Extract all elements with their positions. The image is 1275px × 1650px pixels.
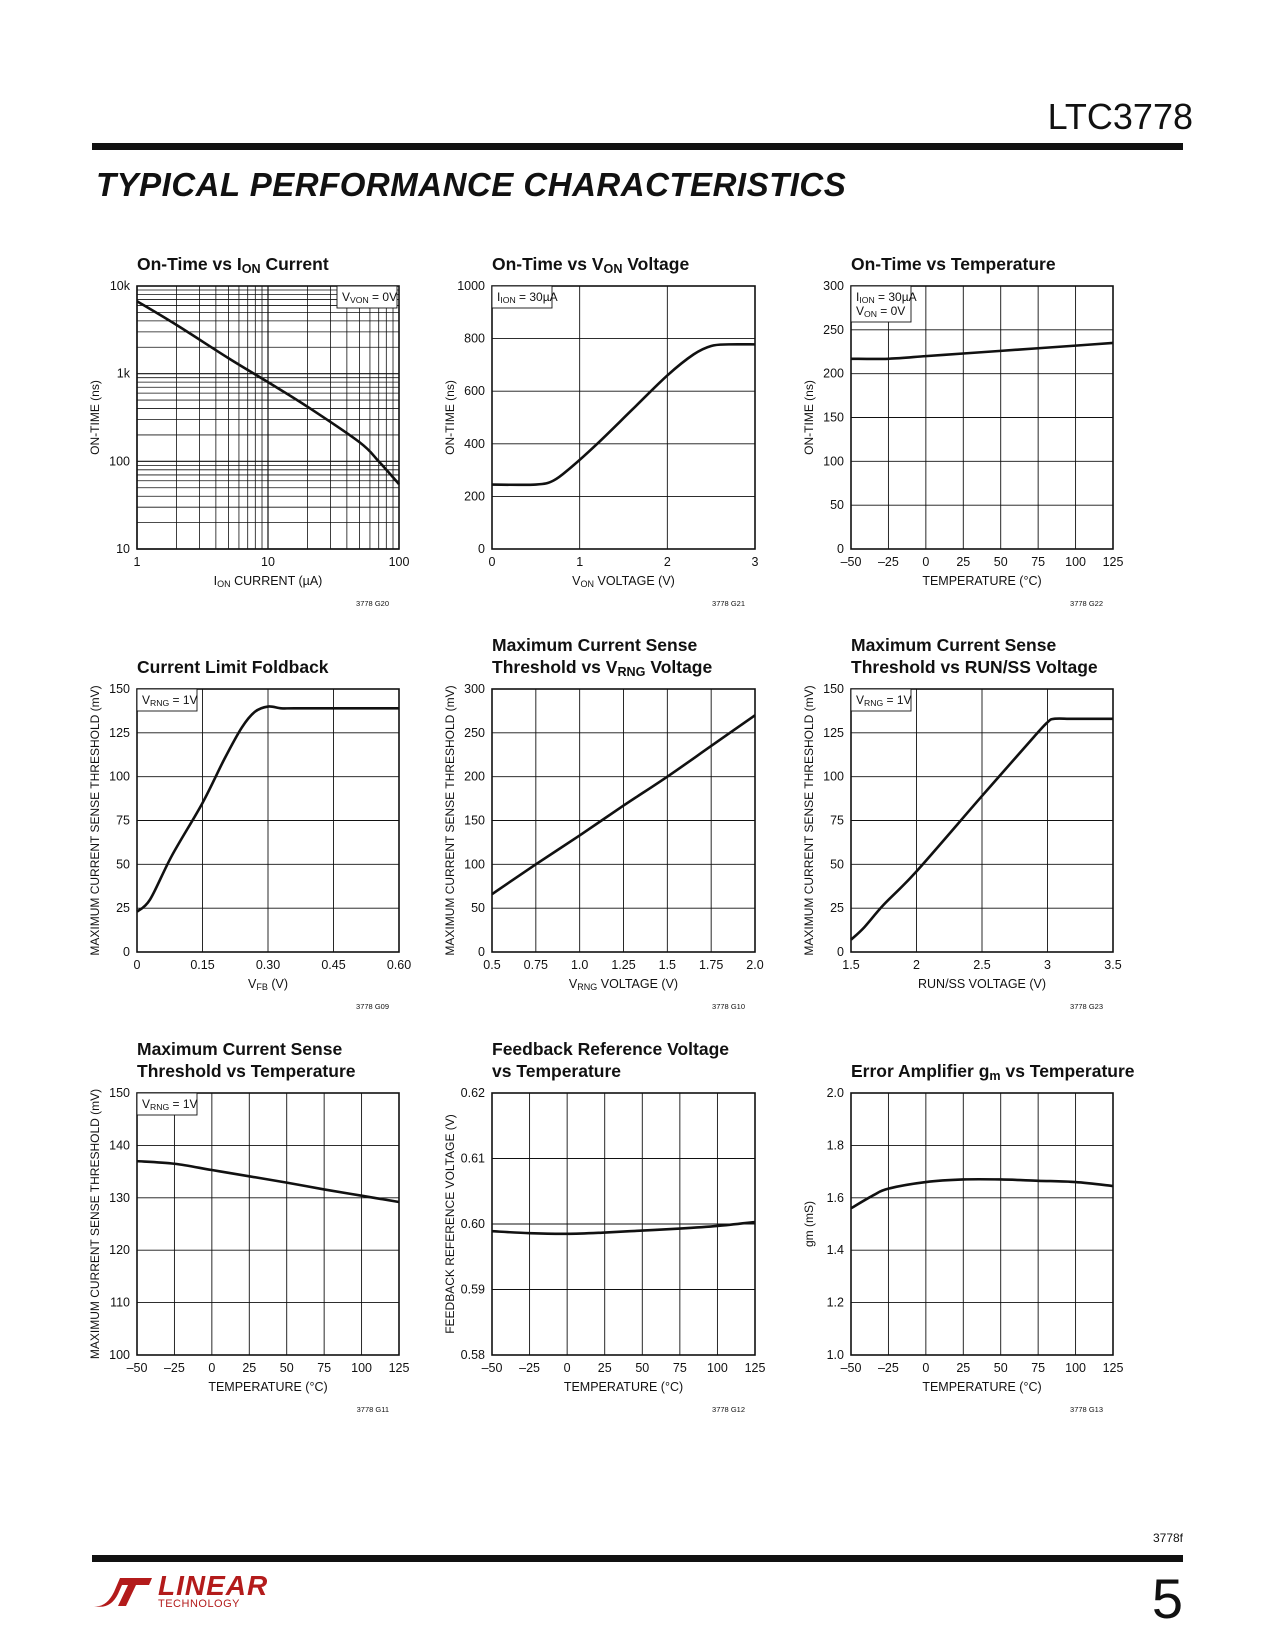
x-tick-label: 0 bbox=[922, 1361, 930, 1375]
data-series-line bbox=[492, 344, 755, 485]
y-tick-label: 200 bbox=[464, 489, 485, 504]
x-tick-label: 0 bbox=[133, 958, 141, 972]
y-tick-label: 130 bbox=[109, 1190, 130, 1205]
annotation-text: VON = 0V bbox=[856, 304, 906, 320]
y-tick-label: 125 bbox=[823, 725, 844, 740]
logo-subtext: TECHNOLOGY bbox=[158, 1598, 241, 1610]
x-tick-label: 0.15 bbox=[190, 958, 215, 972]
y-tick-label: 800 bbox=[464, 331, 485, 346]
chart-title: Maximum Current Sense bbox=[137, 1039, 343, 1059]
y-tick-label: 50 bbox=[830, 498, 844, 513]
y-tick-label: 150 bbox=[109, 682, 130, 696]
y-axis-label: ON-TIME (ns) bbox=[802, 380, 816, 455]
footer-rule bbox=[92, 1555, 1183, 1562]
chart-title: On-Time vs Temperature bbox=[851, 254, 1056, 274]
data-series-line bbox=[137, 1161, 399, 1202]
x-tick-label: –25 bbox=[877, 1361, 899, 1375]
x-tick-label: 0.45 bbox=[321, 958, 346, 972]
y-tick-label: 0 bbox=[123, 945, 130, 959]
chart-title: On-Time vs ION Current bbox=[137, 254, 329, 277]
y-tick-label: 1.0 bbox=[826, 1348, 844, 1362]
x-axis-label: ION CURRENT (µA) bbox=[213, 574, 323, 590]
y-tick-label: 25 bbox=[116, 901, 130, 916]
y-tick-label: 140 bbox=[109, 1138, 130, 1153]
chart-title: Feedback Reference Voltage bbox=[492, 1039, 729, 1059]
figure-code: 3778 G23 bbox=[1070, 1002, 1103, 1011]
figure-code: 3778 G10 bbox=[712, 1002, 745, 1011]
y-tick-label: 10k bbox=[109, 279, 130, 293]
doc-code: 3778f bbox=[1152, 1531, 1183, 1545]
part-number: LTC3778 bbox=[1047, 96, 1193, 137]
chart-title: Error Amplifier gm vs Temperature bbox=[851, 1061, 1135, 1084]
x-tick-label: 100 bbox=[388, 555, 410, 569]
chart-title: On-Time vs VON Voltage bbox=[492, 254, 690, 277]
chart-g10 bbox=[443, 635, 764, 1011]
x-axis-label: TEMPERATURE (°C) bbox=[922, 574, 1042, 588]
y-tick-label: 300 bbox=[823, 279, 844, 293]
annotation-text: VVON = 0V bbox=[342, 290, 398, 306]
chart-title: Maximum Current Sense bbox=[851, 635, 1057, 655]
x-tick-label: 3 bbox=[1044, 958, 1051, 972]
y-tick-label: 2.0 bbox=[826, 1086, 844, 1100]
y-tick-label: 300 bbox=[464, 682, 485, 696]
y-tick-label: 100 bbox=[464, 857, 485, 872]
x-tick-label: 125 bbox=[1102, 555, 1124, 569]
x-tick-label: 25 bbox=[956, 555, 971, 569]
y-tick-label: 1.4 bbox=[826, 1243, 844, 1258]
y-tick-label: 1.2 bbox=[826, 1295, 844, 1310]
page-number: 5 bbox=[1151, 1567, 1183, 1630]
annotation-text: IION = 30µA bbox=[856, 290, 917, 306]
chart-g12 bbox=[443, 1039, 765, 1414]
annotation-text: VRNG = 1V bbox=[856, 693, 912, 709]
x-tick-label: 1 bbox=[133, 555, 141, 569]
y-axis-label: gm (mS) bbox=[802, 1201, 816, 1247]
y-tick-label: 25 bbox=[830, 901, 844, 916]
y-tick-label: 0.59 bbox=[460, 1282, 485, 1297]
y-tick-label: 0.62 bbox=[460, 1086, 485, 1100]
x-tick-label: 50 bbox=[279, 1361, 294, 1375]
y-tick-label: 120 bbox=[109, 1243, 130, 1258]
x-tick-label: –50 bbox=[840, 1361, 862, 1375]
x-tick-label: 2.0 bbox=[746, 958, 764, 972]
y-tick-label: 75 bbox=[830, 813, 844, 828]
y-tick-label: 0.58 bbox=[460, 1348, 485, 1362]
y-tick-label: 1.6 bbox=[826, 1190, 844, 1205]
y-tick-label: 50 bbox=[830, 857, 844, 872]
x-axis-label: TEMPERATURE (°C) bbox=[208, 1380, 328, 1394]
y-axis-label: ON-TIME (ns) bbox=[88, 380, 102, 455]
x-tick-label: –50 bbox=[481, 1361, 503, 1375]
chart-title: Threshold vs RUN/SS Voltage bbox=[851, 657, 1098, 677]
y-tick-label: 100 bbox=[109, 454, 130, 469]
x-tick-label: 0.30 bbox=[255, 958, 281, 972]
x-tick-label: 3.5 bbox=[1104, 958, 1122, 972]
x-tick-label: 50 bbox=[993, 555, 1008, 569]
figure-code: 3778 G13 bbox=[1070, 1405, 1103, 1414]
x-tick-label: 1.5 bbox=[658, 958, 677, 972]
annotation-text: VRNG = 1V bbox=[142, 1097, 198, 1113]
y-axis-label: MAXIMUM CURRENT SENSE THRESHOLD (mV) bbox=[443, 685, 457, 956]
annotation-text: VRNG = 1V bbox=[142, 693, 198, 709]
figure-code: 3778 G12 bbox=[712, 1405, 745, 1414]
x-tick-label: –50 bbox=[126, 1361, 148, 1375]
x-tick-label: 75 bbox=[1031, 1361, 1046, 1375]
x-tick-label: –25 bbox=[163, 1361, 185, 1375]
y-tick-label: 1k bbox=[116, 366, 130, 381]
y-tick-label: 10 bbox=[116, 542, 130, 556]
x-tick-label: 10 bbox=[261, 555, 275, 569]
x-tick-label: 25 bbox=[956, 1361, 971, 1375]
x-tick-label: 2 bbox=[663, 555, 671, 569]
y-tick-label: 100 bbox=[109, 769, 130, 784]
chart-title: Current Limit Foldback bbox=[137, 657, 329, 677]
x-tick-label: 50 bbox=[635, 1361, 650, 1375]
y-tick-label: 0 bbox=[478, 945, 485, 959]
x-tick-label: 1.75 bbox=[698, 958, 724, 972]
x-tick-label: 125 bbox=[1102, 1361, 1124, 1375]
y-axis-label: MAXIMUM CURRENT SENSE THRESHOLD (mV) bbox=[802, 685, 816, 956]
x-tick-label: 2.5 bbox=[973, 958, 991, 972]
y-tick-label: 200 bbox=[464, 769, 485, 784]
x-tick-label: –25 bbox=[519, 1361, 541, 1375]
x-tick-label: 75 bbox=[317, 1361, 332, 1375]
x-axis-label: RUN/SS VOLTAGE (V) bbox=[917, 977, 1047, 991]
y-axis-label: MAXIMUM CURRENT SENSE THRESHOLD (mV) bbox=[88, 1088, 102, 1360]
y-axis-label: FEEDBACK REFERENCE VOLTAGE (V) bbox=[443, 1114, 457, 1334]
y-tick-label: 50 bbox=[471, 901, 485, 916]
y-tick-label: 200 bbox=[823, 366, 844, 381]
plot-frame bbox=[137, 1093, 399, 1355]
section-heading: TYPICAL PERFORMANCE CHARACTERISTICS bbox=[96, 166, 847, 203]
chart-g09 bbox=[88, 657, 411, 1011]
y-tick-label: 75 bbox=[116, 813, 130, 828]
y-tick-label: 0 bbox=[837, 542, 844, 556]
figure-code: 3778 G11 bbox=[356, 1405, 389, 1414]
y-tick-label: 150 bbox=[823, 682, 844, 696]
x-tick-label: 50 bbox=[993, 1361, 1008, 1375]
chart-g21 bbox=[443, 254, 759, 608]
x-axis-label: TEMPERATURE (°C) bbox=[563, 1380, 684, 1394]
y-tick-label: 0.60 bbox=[460, 1217, 485, 1231]
chart-g23 bbox=[802, 635, 1122, 1011]
x-tick-label: 0 bbox=[563, 1361, 571, 1375]
x-tick-label: 2 bbox=[913, 958, 920, 972]
y-tick-label: 150 bbox=[109, 1086, 130, 1100]
y-tick-label: 0 bbox=[837, 945, 844, 959]
y-tick-label: 100 bbox=[823, 769, 844, 784]
figure-code: 3778 G21 bbox=[712, 599, 745, 608]
annotation-text: IION = 30µA bbox=[497, 290, 558, 306]
figure-code: 3778 G09 bbox=[356, 1002, 389, 1011]
y-tick-label: 1.8 bbox=[826, 1138, 844, 1153]
x-tick-label: 100 bbox=[1065, 1361, 1087, 1375]
data-series-line bbox=[851, 343, 1113, 359]
chart-g11 bbox=[88, 1039, 409, 1414]
x-tick-label: 25 bbox=[597, 1361, 612, 1375]
logo-word: LINEAR bbox=[158, 1570, 269, 1601]
x-tick-label: 1.25 bbox=[611, 958, 636, 972]
x-tick-label: 0.60 bbox=[386, 958, 412, 972]
y-axis-label: MAXIMUM CURRENT SENSE THRESHOLD (mV) bbox=[88, 685, 102, 956]
x-tick-label: 0.5 bbox=[483, 958, 501, 972]
x-tick-label: 125 bbox=[388, 1361, 410, 1375]
y-tick-label: 100 bbox=[823, 454, 844, 469]
x-tick-label: 100 bbox=[351, 1361, 373, 1375]
y-axis-label: ON-TIME (ns) bbox=[443, 380, 457, 455]
x-axis-label: VON VOLTAGE (V) bbox=[572, 574, 675, 590]
y-tick-label: 0.61 bbox=[460, 1151, 485, 1166]
figure-code: 3778 G22 bbox=[1070, 599, 1103, 608]
linear-technology-logo bbox=[92, 1572, 268, 1616]
x-tick-label: 75 bbox=[672, 1361, 687, 1375]
x-tick-label: 0 bbox=[488, 555, 496, 569]
y-tick-label: 250 bbox=[464, 725, 485, 740]
chart-title: Threshold vs VRNG Voltage bbox=[492, 657, 713, 680]
lt-logo-icon bbox=[92, 1572, 154, 1612]
y-tick-label: 0 bbox=[478, 542, 485, 556]
y-tick-label: 250 bbox=[823, 322, 844, 337]
x-tick-label: 1.5 bbox=[842, 958, 860, 972]
chart-title: Maximum Current Sense bbox=[492, 635, 698, 655]
y-tick-label: 150 bbox=[464, 813, 485, 828]
x-tick-label: –50 bbox=[840, 555, 862, 569]
data-series-line bbox=[851, 1179, 1113, 1208]
chart-g22 bbox=[802, 254, 1123, 608]
y-tick-label: 100 bbox=[109, 1348, 130, 1362]
y-tick-label: 125 bbox=[109, 725, 130, 740]
y-tick-label: 600 bbox=[464, 384, 485, 399]
y-tick-label: 150 bbox=[823, 410, 844, 425]
x-axis-label: VRNG VOLTAGE (V) bbox=[568, 977, 679, 993]
x-axis-label: TEMPERATURE (°C) bbox=[922, 1380, 1042, 1394]
chart-title: Threshold vs Temperature bbox=[137, 1061, 356, 1081]
y-tick-label: 50 bbox=[116, 857, 130, 872]
x-tick-label: 100 bbox=[706, 1361, 728, 1375]
chart-g13 bbox=[802, 1061, 1135, 1414]
x-tick-label: –25 bbox=[877, 555, 899, 569]
chart-g20 bbox=[88, 254, 409, 608]
y-tick-label: 1000 bbox=[457, 279, 485, 293]
plot-frame bbox=[851, 1093, 1113, 1355]
x-tick-label: 25 bbox=[242, 1361, 257, 1375]
x-tick-label: 0 bbox=[208, 1361, 216, 1375]
x-tick-label: 100 bbox=[1065, 555, 1087, 569]
x-tick-label: 1.0 bbox=[570, 958, 589, 972]
x-tick-label: 1 bbox=[576, 555, 584, 569]
x-tick-label: 0 bbox=[922, 555, 930, 569]
y-tick-label: 400 bbox=[464, 436, 485, 451]
chart-title: vs Temperature bbox=[492, 1061, 622, 1081]
x-tick-label: 125 bbox=[744, 1361, 766, 1375]
y-tick-label: 110 bbox=[110, 1295, 130, 1310]
x-tick-label: 0.75 bbox=[523, 958, 549, 972]
x-tick-label: 3 bbox=[751, 555, 759, 569]
figure-code: 3778 G20 bbox=[356, 599, 389, 608]
x-axis-label: VFB (V) bbox=[248, 977, 288, 993]
x-tick-label: 75 bbox=[1031, 555, 1046, 569]
